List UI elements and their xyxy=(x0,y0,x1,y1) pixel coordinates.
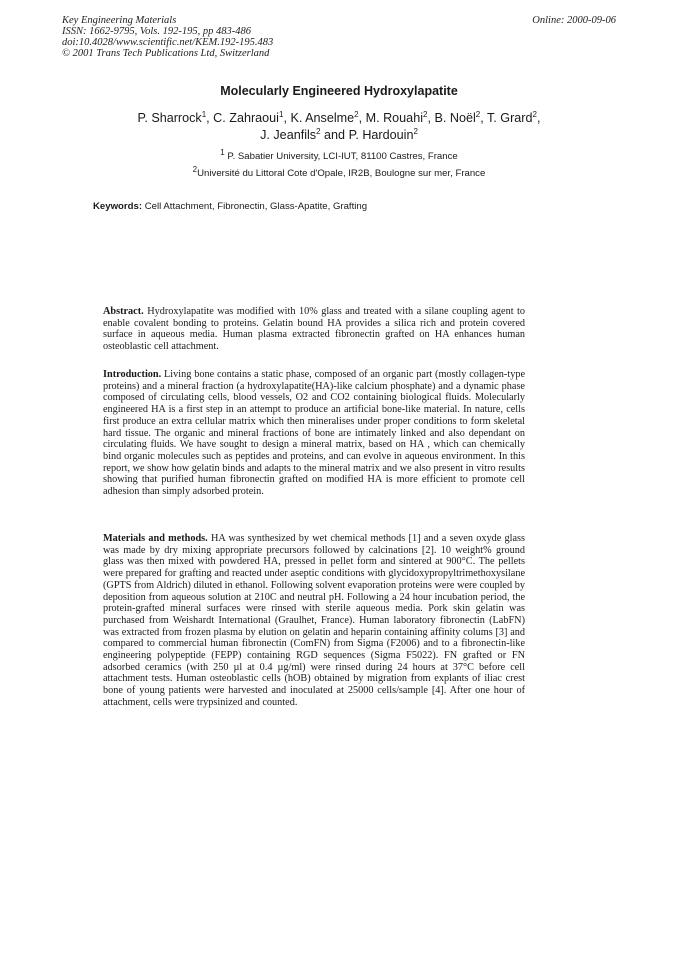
keywords-label: Keywords: xyxy=(93,201,143,212)
author-name: M. Rouahi xyxy=(365,111,423,125)
author-name: T. Grard xyxy=(487,111,533,125)
author-affiliation-marker: 2 xyxy=(354,109,359,119)
author-name: B. Noël xyxy=(434,111,476,125)
affiliation-number: 1 xyxy=(220,147,225,157)
affiliation-2 xyxy=(0,164,678,179)
author-affiliation-marker: 2 xyxy=(423,109,428,119)
author-affiliation-marker: 2 xyxy=(316,126,321,136)
online-date: Online: 2000-09-06 xyxy=(532,15,616,26)
methods-text: HA was synthesized by wet chemical methods [1] and a seven oxyde glass was made by dry mixing appropriate precursors followed by calcinations [2]. 10 weight% ground glass was then mixed with powdered HA, pressed in pellet form and sintered at 900°C. The pellets were prepared for grafting and reacted under aseptic conditions with glycidoxypropyltrimethoxysilane (GPTS from Aldrich) diluted in ethanol. Following solvent evaporation proteins were were coupled by deposition from aqueous solution at 210C and neutral pH. Following a 24 hour incubation period, the protein-grafted mineral surfaces were rinsed with sterile aqueous media. Pork skin gelatin was purchased from Weishardt International (Graulhet, France). Human laboratory fibronectin (LabFN) was extracted from frozen plasma by elution on gelatin and heparin containing affinity colums [3] and compared to commercial human fibronectin (ComFN) from Sigma (F2006) and to a fibronectin-like engineering polypeptide (FEPP) containing RGD sequences (Sigma F5022). FN grafted or FN adsorbed ceramics (with 250 µl at 0.4 µg/ml) were rinsed during 24 hours at 37°C before cell attachment tests. Human osteoblastic cells (hOB) obtained by migration from explants of iliac crest bone of young patients were harvested and inoculated at 25000 cells/sample [4]. After one hour of attachment, cells were trypsinized and counted. xyxy=(103,533,526,708)
introduction-section xyxy=(103,369,525,498)
author-list: P. Sharrock$^1$, C. Zahraoui$^1$, K. Anselme$^2$, M. Rouahi$^2$, B. Noël$^2$, T. Grard$^2$, J. Jeanfils$^2$ and P. Hardouin$^2$ xyxy=(137,109,541,142)
affiliation-text: Université du Littoral Cote d'Opale, IR2B, Boulogne sur mer, France xyxy=(197,168,486,179)
methods-section xyxy=(103,533,525,709)
affiliation-text: P. Sabatier University, LCI-IUT, 81100 Castres, France xyxy=(227,151,458,162)
journal-copyright: © 2001 Trans Tech Publications Ltd, Switzerland xyxy=(62,48,270,59)
journal-name: Key Engineering Materials xyxy=(62,15,177,26)
author-name: P. Sharrock xyxy=(137,111,202,125)
author-affiliation-marker: 2 xyxy=(532,109,537,119)
affiliation-number: 2 xyxy=(192,164,198,174)
keywords-text: Cell Attachment, Fibronectin, Glass-Apatite, Grafting xyxy=(144,201,368,212)
author-affiliation-marker: 2 xyxy=(475,109,481,119)
abstract-section xyxy=(103,306,525,353)
journal-doi: doi:10.4028/www.scientific.net/KEM.192-195.483 xyxy=(62,37,274,48)
introduction-heading: Introduction. xyxy=(103,369,162,380)
methods-heading: Materials and methods. xyxy=(103,533,208,544)
journal-issn: ISSN: 1662-9795, Vols. 192-195, pp 483-486 xyxy=(62,26,251,37)
author-affiliation-marker: 2 xyxy=(413,126,418,136)
author-name: J. Jeanfils xyxy=(260,128,317,142)
author-affiliation-marker: 1 xyxy=(278,109,284,119)
keywords xyxy=(93,201,367,212)
introduction-text: Living bone contains a static phase, composed of an organic part (mostly collagen-type proteins) and a mineral fraction (a hydroxylapatite(HA)-like calcium phosphate) and a dynamic phase composed of circulating cells, blood vessels, O2 and CO2 containing biological fluids. Molecularly engineered HA is a first step in an attempt to produce an artificial bone-like material. In nature, cells first produce an extra cellular matrix which then mineralises under proper conditions to form skeletal hard tissue. The organic and mineral fractions of bone are intimately linked and also dependant on circulating fluids. We have sought to design a mineral matrix, based on HA , which can chemically bind organic molecules such as peptides and proteins, and can evolve in aqueous environment. In this report, we show how gelatin binds and adapts to the mineral matrix and we also present in vitro results showing that purified human fibronectin grafted on modified HA is more efficient to promote cell adhesion than simply adsorbed protein. xyxy=(103,369,525,498)
author-name: K. Anselme xyxy=(290,111,355,125)
author-affiliation-marker: 1 xyxy=(201,109,207,119)
paper-title: Molecularly Engineered Hydroxylapatite xyxy=(220,84,458,98)
abstract-text: Hydroxylapatite was modified with 10% glass and treated with a silane coupling agent to enable covalent bonding to proteins. Gelatin bound HA provides a silica rich and protein covered surface in aqueous media. Human plasma extracted fibronectin grafted on HA enhances human osteoblastic cell attachment. xyxy=(103,306,526,353)
abstract-heading: Abstract. xyxy=(103,306,144,317)
author-name: P. Hardouin xyxy=(348,128,414,142)
affiliation-1 xyxy=(0,147,678,162)
author-name: C. Zahraoui xyxy=(213,111,279,125)
